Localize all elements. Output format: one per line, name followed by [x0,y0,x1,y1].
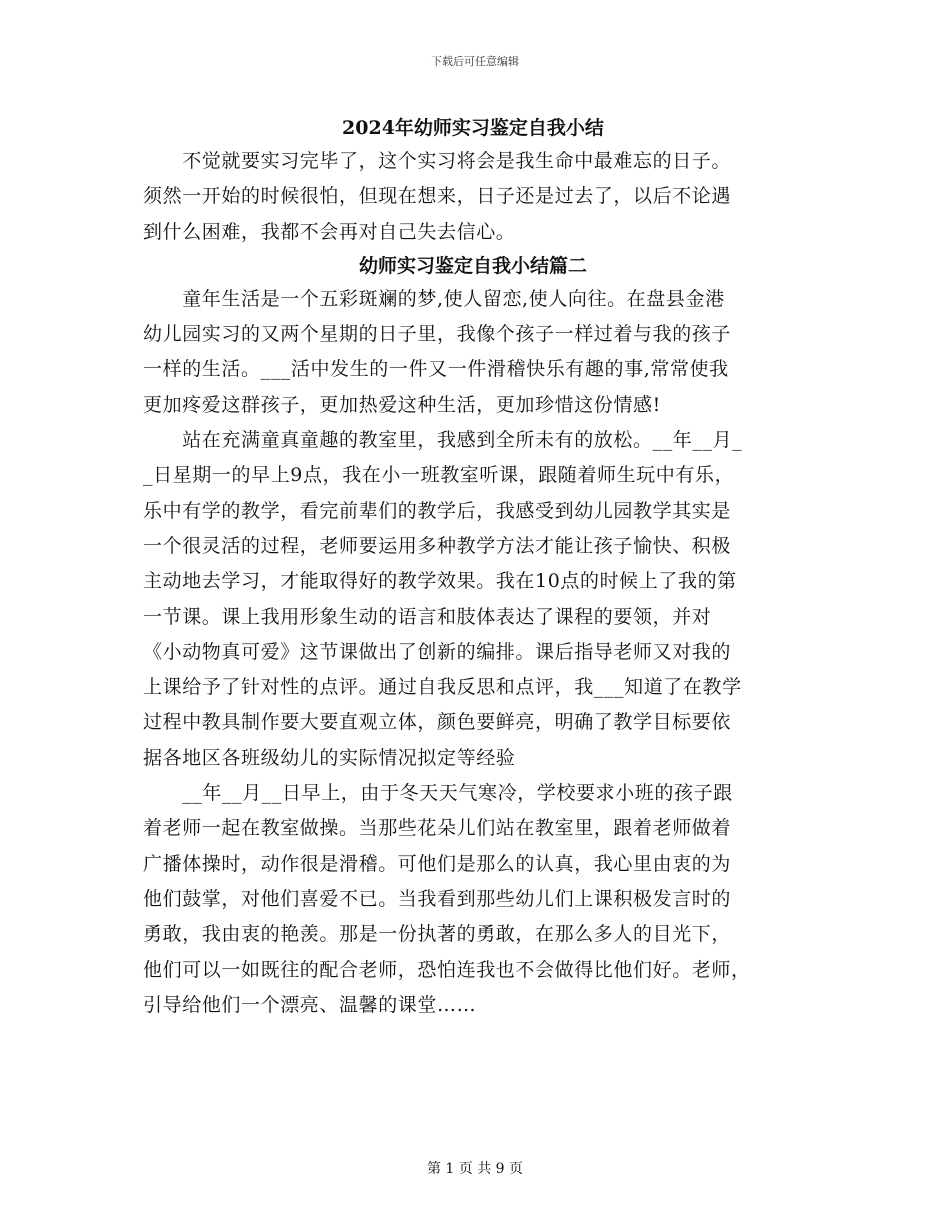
text-line: 广播体操时，动作很是滑稽。可他们是那么的认真，我心里由衷的为 [143,852,732,875]
text-line: 《小动物真可爱》这节课做出了创新的编排。课后指导老师又对我的 [143,640,732,663]
text-line: 不觉就要实习完毕了，这个实习将会是我生命中最难忘的日子。 [143,150,732,172]
text-line: 须然一开始的时候很怕，但现在想来，日子还是过去了，以后不论遇 [143,185,732,208]
text-line: 据各地区各班级幼儿的实际情况拟定等经验 [143,746,516,769]
text-line: 过程中教具制作要大要直观立体，颜色要鲜亮，明确了教学目标要依 [143,711,732,734]
text-line: _日星期一的早上9点，我在小一班教室听课，跟随着师生玩中有乐， [143,464,735,487]
text-line: 到什么困难，我都不会再对自己失去信心。 [143,220,516,243]
text-line: 他们可以一如既往的配合老师，恐怕连我也不会做得比他们好。老师， [143,958,751,981]
text-line: 童年生活是一个五彩斑斓的梦,使人留恋,使人向往。在盘县金港 [143,287,725,310]
text-line: 引导给他们一个漂亮、温馨的课堂…… [143,993,477,1016]
paragraph-3 [143,776,803,1023]
text-line: 着老师一起在教室做操。当那些花朵儿们站在教室里，跟着老师做着 [143,817,732,840]
page-header-note: 下载后可任意编辑 [431,55,519,68]
text-line: 乐中有学的教学，看完前辈们的教学后，我感受到幼儿园教学其实是 [143,499,732,522]
text-line: 一节课。课上我用形象生动的语言和肢体表达了课程的要领，并对 [143,605,712,628]
text-line: 上课给予了针对性的点评。通过自我反思和点评，我___知道了在教学 [143,676,742,699]
paragraph-2 [143,423,803,776]
text-line: 一个很灵活的过程，老师要运用多种教学方法才能让孩子愉快、积极 [143,534,732,557]
text-line: 幼儿园实习的又两个星期的日子里，我像个孩子一样过着与我的孩子 [143,323,732,346]
document-body [143,112,803,1023]
page-number-footer: 第 1 页 共 9 页 [426,1161,524,1177]
paragraph-1 [143,282,803,423]
text-line: 一样的生活。___活中发生的一件又一件滑稽快乐有趣的事,常常使我 [143,358,729,381]
text-line: 他们鼓掌，对他们喜爱不已。当我看到那些幼儿们上课积极发言时的 [143,887,732,910]
text-line: 主动地去学习，才能取得好的教学效果。我在10点的时候上了我的第 [143,570,737,593]
intro-paragraph [143,144,803,250]
section-title: 幼师实习鉴定自我小结篇二 [358,254,587,277]
text-line: 勇敢，我由衷的艳羡。那是一份执著的勇敢，在那么多人的目光下， [143,923,732,946]
text-line: 站在充满童真童趣的教室里，我感到全所未有的放松。__年__月_ [143,429,743,452]
text-line: 更加疼爱这群孩子，更加热爱这种生活，更加珍惜这份情感! [143,393,661,416]
document-title: 2024年幼师实习鉴定自我小结 [342,117,604,139]
text-line: __年__月__日早上，由于冬天天气寒冷，学校要求小班的孩子跟 [143,782,733,805]
